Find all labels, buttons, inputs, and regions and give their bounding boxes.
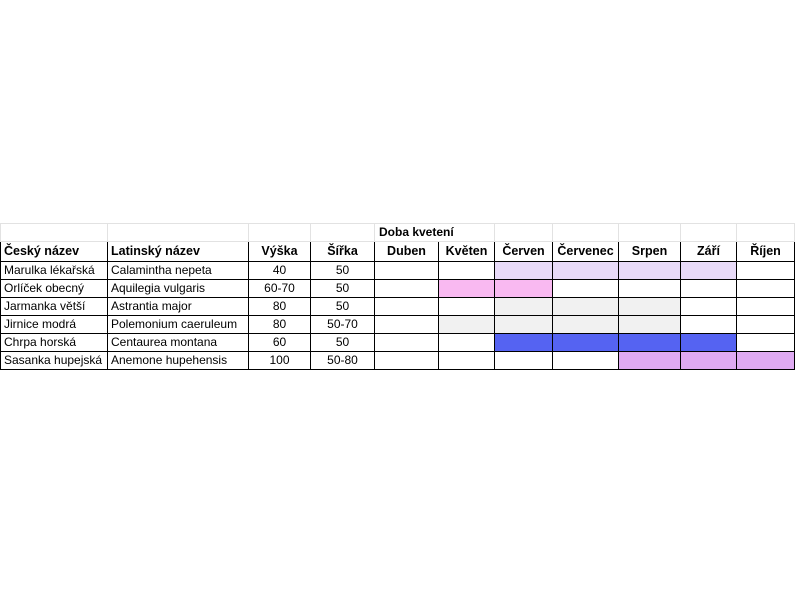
height-cell[interactable]: 60 — [249, 334, 311, 352]
bloom-cell[interactable] — [439, 280, 495, 298]
bloom-cell[interactable] — [737, 262, 795, 280]
bloom-cell[interactable] — [737, 352, 795, 370]
bloom-cell[interactable] — [681, 334, 737, 352]
header-month-duben[interactable]: Duben — [375, 242, 439, 262]
latin-name-cell[interactable]: Anemone hupehensis — [108, 352, 249, 370]
header-height[interactable]: Výška — [249, 242, 311, 262]
header-month-rijen[interactable]: Říjen — [737, 242, 795, 262]
bloom-cell[interactable] — [619, 316, 681, 334]
bloom-cell[interactable] — [375, 280, 439, 298]
table-row — [1, 280, 795, 298]
bloom-cell[interactable] — [681, 298, 737, 316]
bloom-cell[interactable] — [619, 352, 681, 370]
cell[interactable] — [495, 224, 553, 242]
bloom-cell[interactable] — [619, 334, 681, 352]
bloom-cell[interactable] — [553, 316, 619, 334]
cell[interactable] — [311, 224, 375, 242]
height-cell[interactable]: 100 — [249, 352, 311, 370]
cell[interactable] — [737, 224, 795, 242]
bloom-cell[interactable] — [495, 298, 553, 316]
bloom-cell[interactable] — [495, 352, 553, 370]
width-cell[interactable]: 50 — [311, 334, 375, 352]
table-row — [1, 262, 795, 280]
table-row — [1, 316, 795, 334]
latin-name-cell[interactable]: Calamintha nepeta — [108, 262, 249, 280]
bloom-cell[interactable] — [375, 298, 439, 316]
bloom-cell[interactable] — [375, 352, 439, 370]
czech-name-cell[interactable]: Jarmanka větší — [1, 298, 108, 316]
width-cell[interactable]: 50 — [311, 298, 375, 316]
bloom-cell[interactable] — [619, 280, 681, 298]
latin-name-cell[interactable]: Polemonium caeruleum — [108, 316, 249, 334]
cell[interactable] — [681, 224, 737, 242]
bloom-cell[interactable] — [553, 298, 619, 316]
header-width[interactable]: Šířka — [311, 242, 375, 262]
bloom-cell[interactable] — [439, 262, 495, 280]
height-cell[interactable]: 80 — [249, 298, 311, 316]
bloom-cell[interactable] — [681, 352, 737, 370]
bloom-cell[interactable] — [619, 298, 681, 316]
table-row — [1, 334, 795, 352]
bloom-cell[interactable] — [375, 334, 439, 352]
bloom-cell[interactable] — [681, 280, 737, 298]
table-row — [1, 298, 795, 316]
cell[interactable] — [108, 224, 249, 242]
bloom-cell[interactable] — [737, 298, 795, 316]
bloom-cell[interactable] — [439, 352, 495, 370]
czech-name-cell[interactable]: Marulka lékařská — [1, 262, 108, 280]
title-row — [1, 224, 795, 242]
czech-name-cell[interactable]: Orlíček obecný — [1, 280, 108, 298]
czech-name-cell[interactable]: Sasanka hupejská — [1, 352, 108, 370]
header-czech-name[interactable]: Český název — [1, 242, 108, 262]
bloom-table — [0, 223, 795, 370]
width-cell[interactable]: 50-70 — [311, 316, 375, 334]
bloom-cell[interactable] — [681, 316, 737, 334]
czech-name-cell[interactable]: Chrpa horská — [1, 334, 108, 352]
table-row — [1, 352, 795, 370]
bloom-cell[interactable] — [553, 352, 619, 370]
header-latin-name[interactable]: Latinský název — [108, 242, 249, 262]
bloom-cell[interactable] — [495, 316, 553, 334]
height-cell[interactable]: 40 — [249, 262, 311, 280]
bloom-cell[interactable] — [737, 316, 795, 334]
bloom-cell[interactable] — [495, 334, 553, 352]
spreadsheet — [0, 223, 800, 370]
header-row — [1, 242, 795, 262]
height-cell[interactable]: 80 — [249, 316, 311, 334]
height-cell[interactable]: 60-70 — [249, 280, 311, 298]
latin-name-cell[interactable]: Astrantia major — [108, 298, 249, 316]
bloom-cell[interactable] — [375, 316, 439, 334]
width-cell[interactable]: 50 — [311, 262, 375, 280]
latin-name-cell[interactable]: Aquilegia vulgaris — [108, 280, 249, 298]
width-cell[interactable]: 50-80 — [311, 352, 375, 370]
header-month-zari[interactable]: Září — [681, 242, 737, 262]
cell[interactable] — [553, 224, 619, 242]
cell[interactable] — [619, 224, 681, 242]
header-month-srpen[interactable]: Srpen — [619, 242, 681, 262]
header-month-cervenec[interactable]: Červenec — [553, 242, 619, 262]
latin-name-cell[interactable]: Centaurea montana — [108, 334, 249, 352]
bloom-cell[interactable] — [619, 262, 681, 280]
header-month-kveten[interactable]: Květen — [439, 242, 495, 262]
bloom-cell[interactable] — [553, 262, 619, 280]
header-month-cerven[interactable]: Červen — [495, 242, 553, 262]
bloom-cell[interactable] — [737, 280, 795, 298]
cell[interactable] — [249, 224, 311, 242]
bloom-cell[interactable] — [495, 280, 553, 298]
width-cell[interactable]: 50 — [311, 280, 375, 298]
bloom-cell[interactable] — [439, 316, 495, 334]
bloom-cell[interactable] — [439, 334, 495, 352]
table-title[interactable]: Doba kvetení — [375, 224, 495, 242]
bloom-cell[interactable] — [737, 334, 795, 352]
bloom-cell[interactable] — [375, 262, 439, 280]
cell[interactable] — [1, 224, 108, 242]
bloom-cell[interactable] — [553, 280, 619, 298]
bloom-cell[interactable] — [439, 298, 495, 316]
czech-name-cell[interactable]: Jirnice modrá — [1, 316, 108, 334]
bloom-cell[interactable] — [553, 334, 619, 352]
bloom-cell[interactable] — [495, 262, 553, 280]
bloom-cell[interactable] — [681, 262, 737, 280]
